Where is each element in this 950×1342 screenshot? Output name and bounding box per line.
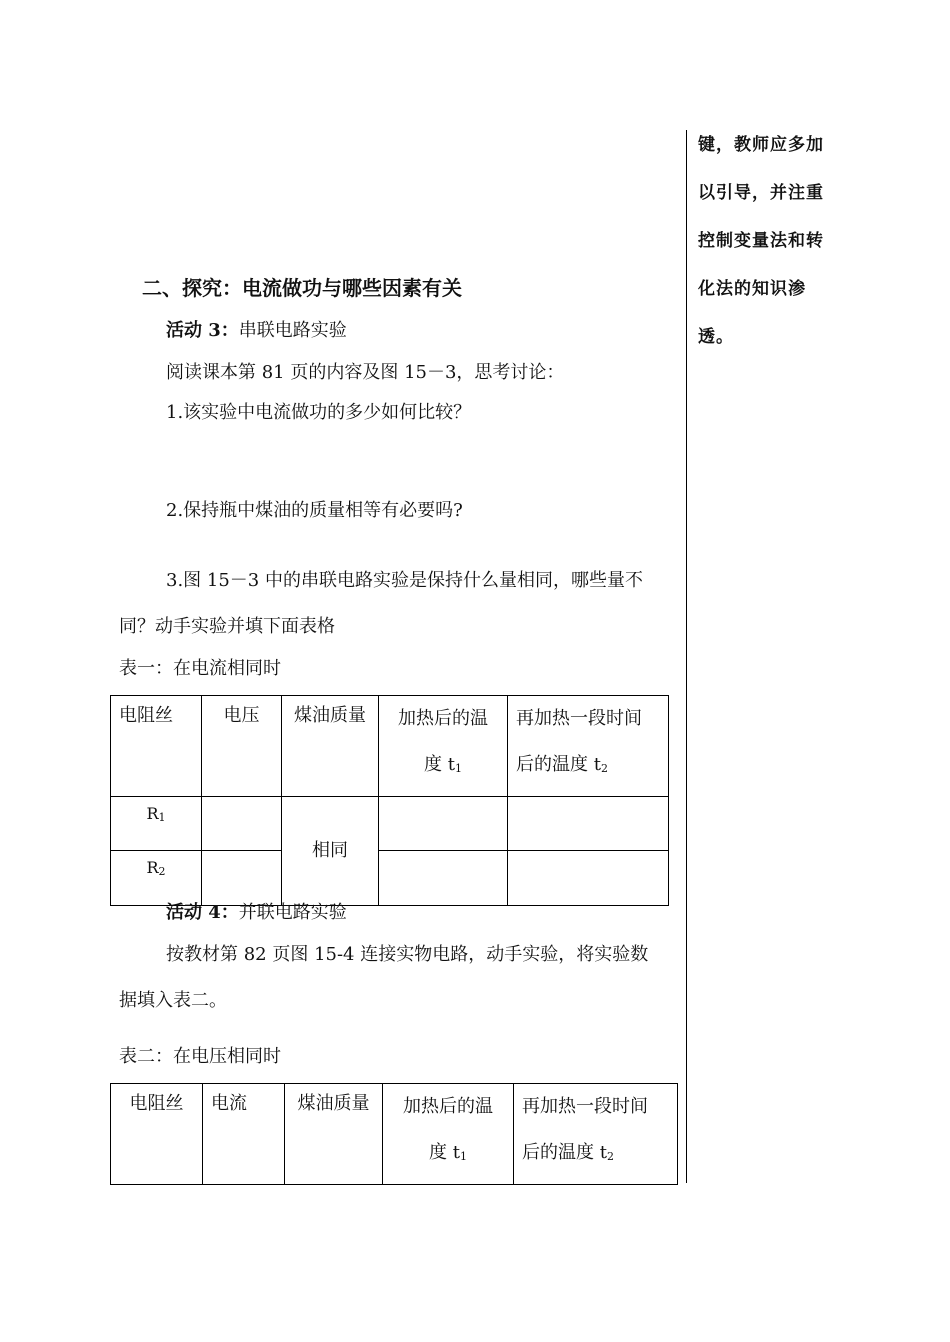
activity-4-label: 活动 4： xyxy=(166,902,239,923)
table-1-header-cell: 煤油质量 xyxy=(282,696,379,797)
table-1-header-cell: 电阻丝 xyxy=(111,696,202,797)
side-note-line: 化法的知识渗 xyxy=(698,279,806,299)
side-note-line: 控制变量法和转 xyxy=(698,231,824,251)
column-divider xyxy=(686,130,687,1183)
table-1 xyxy=(110,695,669,906)
activity-3-intro: 阅读课本第 81 页的内容及图 15－3，思考讨论： xyxy=(166,362,565,383)
table-1-row-label: R1 xyxy=(111,797,202,851)
table-1-header-cell: 电压 xyxy=(202,696,282,797)
table-2-header-cell: 煤油质量 xyxy=(285,1084,383,1185)
activity-3-heading xyxy=(166,320,347,342)
question-3-line-2: 同？动手实验并填下面表格 xyxy=(119,616,335,637)
table-1-row-label: R2 xyxy=(111,851,202,906)
table-1-cell xyxy=(508,851,669,906)
table-1-header-cell: 加热后的温 度 t1 xyxy=(379,696,508,797)
question-3-line-1: 3.图 15－3 中的串联电路实验是保持什么量相同，哪些量不 xyxy=(166,570,643,591)
activity-3-title: 串联电路实验 xyxy=(238,320,347,341)
section-heading: 二、探究：电流做功与哪些因素有关 xyxy=(142,276,462,300)
table-1-cell xyxy=(202,851,282,906)
side-note-line: 以引导，并注重 xyxy=(698,183,824,203)
table-1-cell xyxy=(379,851,508,906)
activity-3-label: 活动 3： xyxy=(166,320,239,341)
side-note xyxy=(698,132,838,372)
table-1-caption: 表一：在电流相同时 xyxy=(119,658,281,679)
activity-4-title: 并联电路实验 xyxy=(238,902,347,923)
question-1: 1.该实验中电流做功的多少如何比较？ xyxy=(166,402,472,423)
table-row xyxy=(111,797,669,851)
table-2 xyxy=(110,1083,678,1185)
table-1-cell xyxy=(202,797,282,851)
side-note-line: 透。 xyxy=(698,327,734,347)
question-2: 2.保持瓶中煤油的质量相等有必要吗? xyxy=(166,500,463,521)
table-2-header-row xyxy=(111,1084,678,1185)
table-row xyxy=(111,851,669,906)
table-1-cell xyxy=(379,797,508,851)
table-2-header-cell: 再加热一段时间 后的温度 t2 xyxy=(514,1084,678,1185)
table-1-cell xyxy=(508,797,669,851)
activity-4-text-line-2: 据填入表二。 xyxy=(119,990,227,1011)
table-2-caption: 表二：在电压相同时 xyxy=(119,1046,281,1067)
side-note-line: 键，教师应多加 xyxy=(698,135,824,155)
table-2-header-cell: 加热后的温 度 t1 xyxy=(383,1084,514,1185)
activity-4-text-line-1: 按教材第 82 页图 15-4 连接实物电路，动手实验，将实验数 xyxy=(166,944,649,965)
table-2-header-cell: 电流 xyxy=(203,1084,285,1185)
activity-4-heading xyxy=(166,902,347,924)
table-2-header-cell: 电阻丝 xyxy=(111,1084,203,1185)
table-1-header-cell: 再加热一段时间 后的温度 t2 xyxy=(508,696,669,797)
table-1-merged-cell: 相同 xyxy=(282,797,379,906)
table-1-header-row xyxy=(111,696,669,797)
